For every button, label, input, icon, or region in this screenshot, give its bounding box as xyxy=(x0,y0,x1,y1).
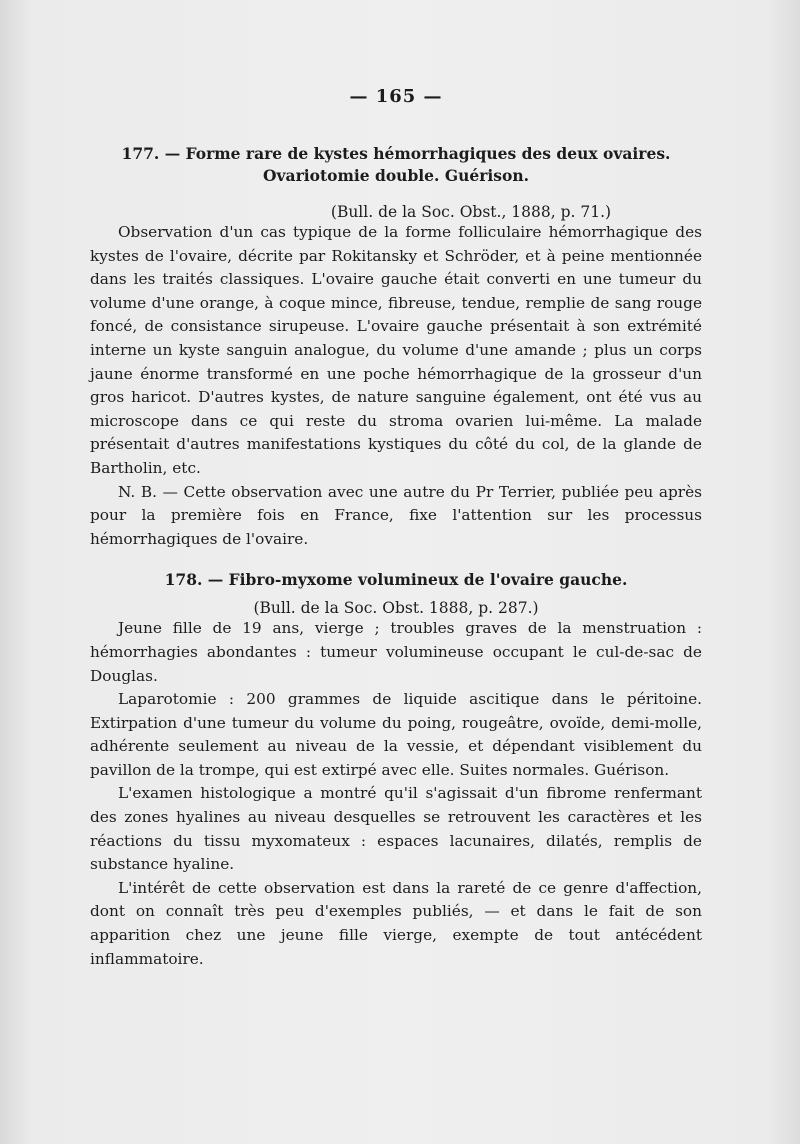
page-number: — 165 — xyxy=(349,86,443,107)
section-178-title: 178. — Fibro-myxome volumineux de l'ovaire gauche. xyxy=(164,570,628,590)
section-177-paragraph-1: Observation d'un cas typique de la forme folliculaire hémorrhagique des kystes de l'ovaire, décrite par Rokitansky et Schröder, et à peine mentionnée dans les traités classiques. L'ovaire gauche était converti en une tumeur du volume d'une orange, à coque mince, fibreuse, tendue, remplie de sang rouge foncé, de consistance sirupeuse. L'ovaire gauche présentait à son extrémité interne un kyste sanguin analogue, du volume d'une amande ; plus un corps jaune énorme transformé en une poche hémorrhagique de la grosseur d'un gros haricot. D'autres kystes, de nature sanguine également, ont été vus au microscope dans ce qui reste du stroma ovarien lui-même. La malade présentait d'autres manifestations kystiques du côté du col, de la glande de Bartholin, etc. xyxy=(90,223,702,477)
section-178-paragraph-2: Laparotomie : 200 grammes de liquide ascitique dans le péritoine. Extirpation d'une tumeur du volume du poing, rougeâtre, ovoïde, demi-molle, adhérente seulement au niveau de la vessie, et dépendant visiblement du pavillon de la trompe, qui est extirpé avec elle. Suites normales. Guérison. xyxy=(90,690,702,779)
section-177-reference: (Bull. de la Soc. Obst., 1888, p. 71.) xyxy=(330,203,612,221)
text-column xyxy=(90,86,702,971)
section-177-nota-bene: N. B. — Cette observation avec une autre du Pr Terrier, publiée peu après pour la première fois en France, fixe l'attention sur les processus hémorrhagiques de l'ovaire. xyxy=(90,482,702,548)
section-178-paragraph-4: L'intérêt de cette observation est dans la rareté de ce genre d'affection, dont on connaît très peu d'exemples publiés, — et dans le fait de son apparition chez une jeune fille vierge, exempte de tout antécédent inflammatoire. xyxy=(90,878,702,968)
section-178-reference: (Bull. de la Soc. Obst. 1888, p. 287.) xyxy=(253,599,539,618)
section-177-title: 177. — Forme rare de kystes hémorrhagiques des deux ovaires. Ovariotomie double. Guérison. xyxy=(121,144,671,185)
section-178-paragraph-3: L'examen histologique a montré qu'il s'agissait d'un fibrome renfermant des zones hyalines au niveau desquelles se retrouvent les caractères et les réactions du tissu myxomateux : espaces lacunaires, dilatés, remplis de substance hyaline. xyxy=(90,784,702,874)
section-178-paragraph-1: Jeune fille de 19 ans, vierge ; troubles graves de la menstruation : hémorrhagies abondantes : tumeur volumineuse occupant le cul-de-sac de Douglas. xyxy=(90,619,702,685)
